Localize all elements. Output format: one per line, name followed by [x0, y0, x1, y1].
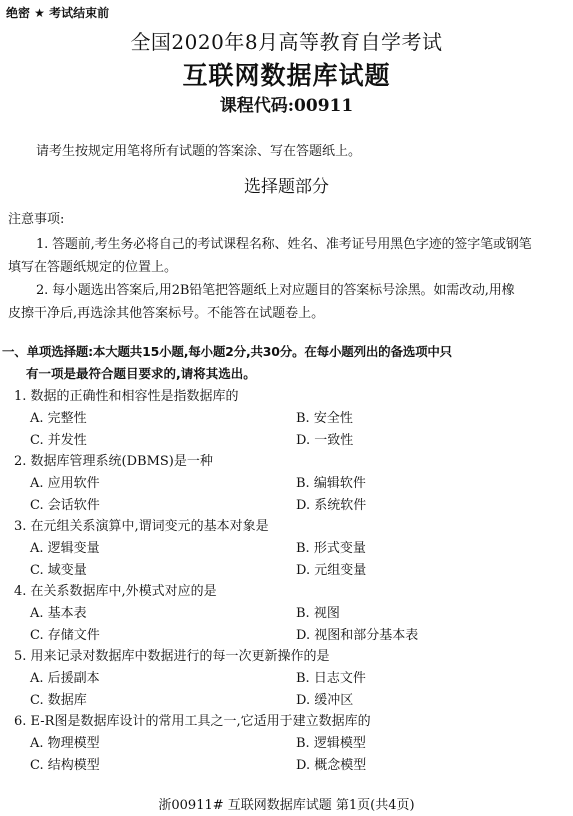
question-3-option-d: D. 元组变量	[296, 563, 367, 578]
note-2-line-2: 皮擦干净后,再选涂其他答案标号。不能答在试题卷上。	[8, 306, 325, 321]
course-code: 课程代码:00911	[219, 96, 354, 116]
note-1-line-1: 1. 答题前,考生务必将自己的考试课程名称、姓名、准考证号用黑色字迹的签字笔或钢笔	[36, 237, 532, 252]
question-2-option-a: A. 应用软件	[30, 476, 100, 491]
question-5-option-d: D. 缓冲区	[296, 693, 354, 708]
question-4-option-c: C. 存储文件	[30, 628, 100, 643]
question-5-option-c: C. 数据库	[30, 693, 87, 708]
question-1-option-d: D. 一致性	[296, 433, 354, 448]
note-2-line-1: 2. 每小题选出答案后,用2B铅笔把答题纸上对应题目的答案标号涂黑。如需改动,用橡	[36, 283, 515, 298]
part-1-heading-line-1: 一、单项选择题:本大题共15小题,每小题2分,共30分。在每小题列出的备选项中只	[2, 344, 452, 359]
question-4-option-b: B. 视图	[296, 606, 340, 621]
instruction-text: 请考生按规定用笔将所有试题的答案涂、写在答题纸上。	[36, 144, 362, 159]
question-1-option-b: B. 安全性	[296, 411, 353, 426]
question-5-option-a: A. 后援副本	[30, 671, 100, 686]
question-2-option-b: B. 编辑软件	[296, 476, 366, 491]
question-1-text: 1. 数据的正确性和相容性是指数据库的	[14, 389, 239, 404]
part-1-heading-line-2: 有一项是最符合题目要求的,请将其选出。	[26, 366, 256, 381]
notes-heading: 注意事项:	[8, 212, 65, 227]
question-2-option-d: D. 系统软件	[296, 498, 367, 513]
question-6-option-b: B. 逻辑模型	[296, 736, 366, 751]
question-6-option-d: D. 概念模型	[296, 758, 367, 773]
question-5-option-b: B. 日志文件	[296, 671, 366, 686]
question-4-text: 4. 在关系数据库中,外模式对应的是	[14, 584, 217, 599]
note-1-line-2: 填写在答题纸规定的位置上。	[8, 260, 178, 275]
question-1-option-c: C. 并发性	[30, 433, 87, 448]
secret-mark: 绝密 ★ 考试结束前	[6, 6, 110, 20]
question-3-text: 3. 在元组关系演算中,谓词变元的基本对象是	[14, 519, 269, 534]
question-2-text: 2. 数据库管理系统(DBMS)是一种	[14, 454, 213, 469]
question-1-option-a: A. 完整性	[30, 411, 87, 426]
question-3-option-a: A. 逻辑变量	[30, 541, 100, 556]
page-footer: 浙00911# 互联网数据库试题 第1页(共4页)	[158, 798, 415, 813]
section-title: 选择题部分	[244, 177, 329, 197]
question-6-option-a: A. 物理模型	[30, 736, 100, 751]
question-4-option-d: D. 视图和部分基本表	[296, 628, 419, 643]
exam-title: 全国2020年8月高等教育自学考试	[130, 30, 443, 54]
question-5-text: 5. 用来记录对数据库中数据进行的每一次更新操作的是	[14, 649, 330, 664]
question-3-option-c: C. 域变量	[30, 563, 87, 578]
question-6-option-c: C. 结构模型	[30, 758, 100, 773]
question-4-option-a: A. 基本表	[30, 606, 87, 621]
paper-title: 互联网数据库试题	[182, 61, 391, 90]
question-3-option-b: B. 形式变量	[296, 541, 366, 556]
question-2-option-c: C. 会话软件	[30, 498, 100, 513]
question-6-text: 6. E-R图是数据库设计的常用工具之一,它适用于建立数据库的	[14, 714, 371, 729]
